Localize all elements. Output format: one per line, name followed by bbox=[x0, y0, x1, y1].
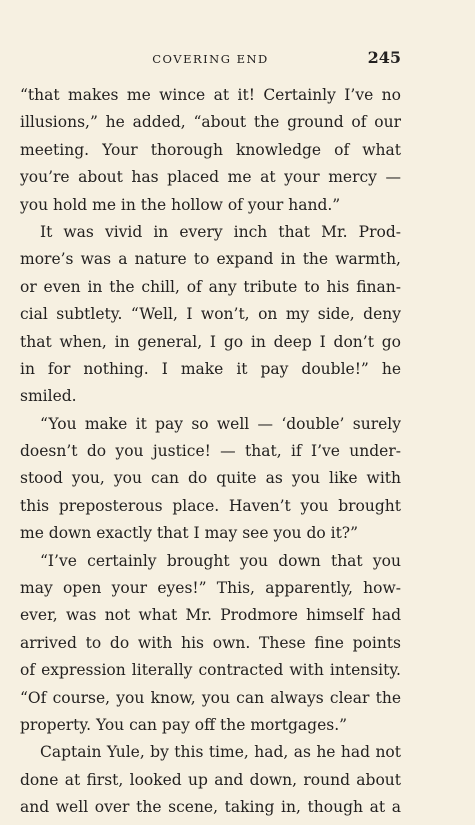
text-line: you’re about has placed me at your mercy — bbox=[20, 168, 401, 187]
text-line: “You make it pay so well — ‘double’ surely bbox=[40, 414, 401, 433]
text-line: and well over the scene, taking in, though at a bbox=[20, 798, 401, 817]
text-line: arrived to do with his own. These fine points bbox=[20, 633, 401, 652]
text-line: may open your eyes!” This, apparently, how- bbox=[20, 579, 401, 598]
text-line: done at first, looked up and down, round about bbox=[20, 770, 401, 789]
text-line: in for nothing. I make it pay double!” he bbox=[20, 359, 401, 378]
text-line: me down exactly that I may see you do it?” bbox=[20, 524, 359, 543]
text-line: cial subtlety. “Well, I won’t, on my side, deny bbox=[20, 305, 401, 324]
text-line: property. You can pay off the mortgages.” bbox=[20, 715, 348, 734]
text-line: “I’ve certainly brought you down that you bbox=[40, 551, 401, 570]
text-line: you hold me in the hollow of your hand.” bbox=[20, 195, 341, 214]
text-line: “Of course, you know, you can always clear the bbox=[20, 688, 401, 707]
text-line: or even in the chill, of any tribute to his finan- bbox=[20, 277, 401, 296]
text-line: stood you, you can do quite as you like with bbox=[20, 469, 401, 488]
body-text bbox=[20, 82, 401, 822]
text-line: meeting. Your thorough knowledge of what bbox=[20, 140, 401, 159]
running-head: COVERING END bbox=[152, 52, 269, 66]
text-line: “that makes me wince at it! Certainly I’ve no bbox=[20, 86, 401, 104]
text-line: doesn’t do you justice! — that, if I’ve under- bbox=[20, 442, 401, 461]
text-line: illusions,” he added, “about the ground of our bbox=[20, 113, 401, 132]
text-line: smiled. bbox=[20, 387, 77, 406]
text-line: of expression literally contracted with intensity. bbox=[20, 661, 401, 680]
page-number: 245 bbox=[367, 48, 401, 67]
text-line: more’s was a nature to expand in the warmth, bbox=[20, 250, 401, 269]
text-line: this preposterous place. Haven’t you brought bbox=[20, 496, 401, 515]
text-line: that when, in general, I go in deep I don’t go bbox=[20, 332, 401, 351]
text-line: It was vivid in every inch that Mr. Prod- bbox=[40, 222, 401, 241]
text-line: ever, was not what Mr. Prodmore himself had bbox=[20, 606, 401, 625]
page-header bbox=[20, 48, 401, 68]
text-line: Captain Yule, by this time, had, as he had not bbox=[40, 743, 401, 762]
